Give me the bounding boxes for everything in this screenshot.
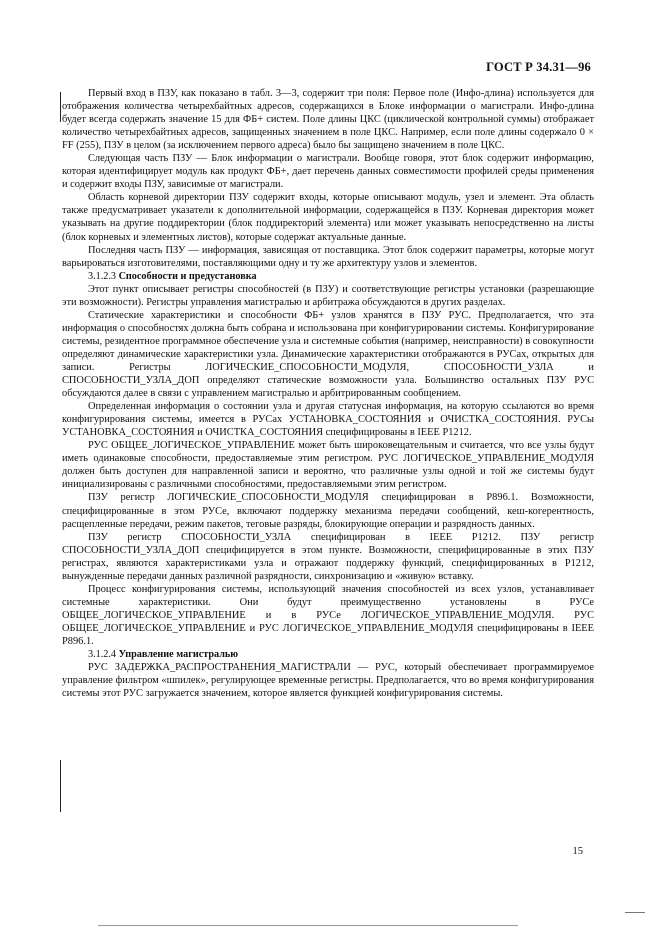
section-title: Управление магистралью xyxy=(118,649,239,661)
page-number: 15 xyxy=(572,846,583,857)
section-number: 3.1.2.4 xyxy=(88,649,117,661)
section-heading-capabilities xyxy=(62,270,594,283)
paragraph-static-characteristics: Статические характеристики и способности ФБ+ узлов хранятся в ПЗУ РУС. Предполагается, что эта информация о способностях должна быть собрана и использована при конфигурировании системы. Конфигурирование системы, резидентное программное обеспечение узла и системные события (например, неисправности) в совокупности определяют динамические характеристики узла. Динамические характеристики отображаются в РУСах, открытых для записи. Регистры ЛОГИЧЕСКИЕ_СПОСОБНОСТИ_МОДУЛЯ, СПОСОБНОСТИ_УЗЛА и СПОСОБНОСТИ_УЗЛА_ДОП определяют статические возможности узла. Большинство остальных ПЗУ РУС обсуждаются далее в связи с управлением магистралью и арбитрированным сообщением. xyxy=(62,309,594,400)
scan-edge-line xyxy=(625,912,645,913)
paragraph-propagation-delay: РУС ЗАДЕРЖКА_РАСПРОСТРАНЕНИЯ_МАГИСТРАЛИ — РУС, который обеспечивает программируемое управление фильтром «шпилек», регулирующее временные регистры. Предполагается, что во время конфигурирования системы этот РУС загружается значением, которое является функцией конфигурирования системы. xyxy=(62,662,594,700)
standard-header: ГОСТ Р 34.31—96 xyxy=(486,60,591,74)
paragraph-broadcast-control: РУС ОБЩЕЕ_ЛОГИЧЕСКОЕ_УПРАВЛЕНИЕ может быть широковещательным и считается, что все узлы будут иметь одинаковые способности, предоставляемые этим регистром. РУС ЛОГИЧЕСКОЕ_УПРАВЛЕНИЕ_МОДУЛЯ должен быть доступен для направленной записи и вероятно, что различные узлы одной и той же системы будут инициализированы с различными способностями, предоставляемыми этим регистром. xyxy=(62,440,594,491)
paragraph-module-logical-caps: ПЗУ регистр ЛОГИЧЕСКИЕ_СПОСОБНОСТИ_МОДУЛЯ специфицирован в P896.1. Возможности, специфицированные в этом РУСе, включают поддержку механизма передачи сообщений, кеш-когерентность, расщепленные передачи, режим пакетов, теговые разряды, блокирующие операции и разрядность данных. xyxy=(62,492,594,530)
section-title: Способности и предустановка xyxy=(118,270,257,282)
scan-margin-mark xyxy=(60,760,61,812)
paragraph-capability-registers: Этот пункт описывает регистры способностей (в ПЗУ) и соответствующие регистры установки (разрешающие эти возможности). Регистры управления магистралью и арбитража обсуждаются в других разделах. xyxy=(62,283,594,308)
paragraph-bus-info-block: Следующая часть ПЗУ — Блок информации о магистрали. Вообще говоря, этот блок содержит информацию, которая идентифицирует модуль как продукт ФБ+, дает перечень данных совместимости профилей среды применения и содержит входы ПЗУ, зависимые от магистрали. xyxy=(62,153,594,191)
paragraph-root-directory: Область корневой директории ПЗУ содержит входы, которые описывают модуль, узел и элемент. Эта область также предусматривает указатели к дополнительной информации, содержащейся в ПЗУ. Корневая директория может указывать на другие поддиректории (блок поддиректорий элемента) или может указывать непосредственно на листы (блок корневых и элементных листов), которые содержат актуальные данные. xyxy=(62,192,594,243)
paragraph-state-info: Определенная информация о состоянии узла и другая статусная информация, на которую ссылаются во время конфигурирования системы, имеется в РУСах УСТАНОВКА_СОСТОЯНИЯ и ОЧИСТКА_СОСТОЯНИЯ. РУСы УСТАНОВКА_СОСТОЯНИЯ и ОЧИСТКА_СОСТОЯНИЯ специфицированы в IEEE P1212. xyxy=(62,401,594,439)
paragraph-vendor-info: Последняя часть ПЗУ — информация, зависящая от поставщика. Этот блок содержит параметры, которые могут варьироваться изготовителями, поставляющими одну и ту же архитектуру узлов и элементов. xyxy=(62,244,594,269)
paragraph-system-config: Процесс конфигурирования системы, использующий значения способностей из всех узлов, устанавливает системные характеристики. Они будут преимущественно установлены в РУСе ОБЩЕЕ_ЛОГИЧЕСКОЕ_УПРАВЛЕНИЕ и в РУСе ЛОГИЧЕСКОЕ_УПРАВЛЕНИЕ_МОДУЛЯ. РУС ОБЩЕЕ_ЛОГИЧЕСКОЕ_УПРАВЛЕНИЕ и РУС ЛОГИЧЕСКОЕ_УПРАВЛЕНИЕ_МОДУЛЯ специфицированы в IEEE P896.1. xyxy=(62,583,594,647)
scan-margin-mark xyxy=(60,92,61,122)
scan-edge-line xyxy=(98,925,518,926)
paragraph-node-caps: ПЗУ регистр СПОСОБНОСТИ_УЗЛА специфицирован в IEEE P1212. ПЗУ регистр СПОСОБНОСТИ_УЗЛА_ДОП специфицируется в этом пункте. Возможности, специфицированные в этих ПЗУ регистрах, являются характеристиками узла и отражают поддержку функций, специфицированных в P1212, вынужденные передачи данных различной разрядности, синхронизацию и «живую» вставку. xyxy=(62,531,594,582)
document-body xyxy=(62,87,594,700)
paragraph-rom-first-entry: Первый вход в ПЗУ, как показано в табл. 3—3, содержит три поля: Первое поле (Инфо-длина) используется для отображения количества четырехбайтных адресов, содержащихся в Блоке информации о магистрали. Инфо-длина будет всегда содержать значение 15 для ФБ+ систем. Поле длины ЦКС (циклической контрольной суммы) отображает количество четырехбайтных адресов, защищенных значением в поле ЦКС. Например, если поле длины содержало 0 × FF (255), ПЗУ в целом (за исключением первого адреса) было бы защищено значением в поле ЦКС. xyxy=(62,88,594,152)
section-number: 3.1.2.3 xyxy=(88,270,117,282)
section-heading-bus-control xyxy=(62,648,594,661)
